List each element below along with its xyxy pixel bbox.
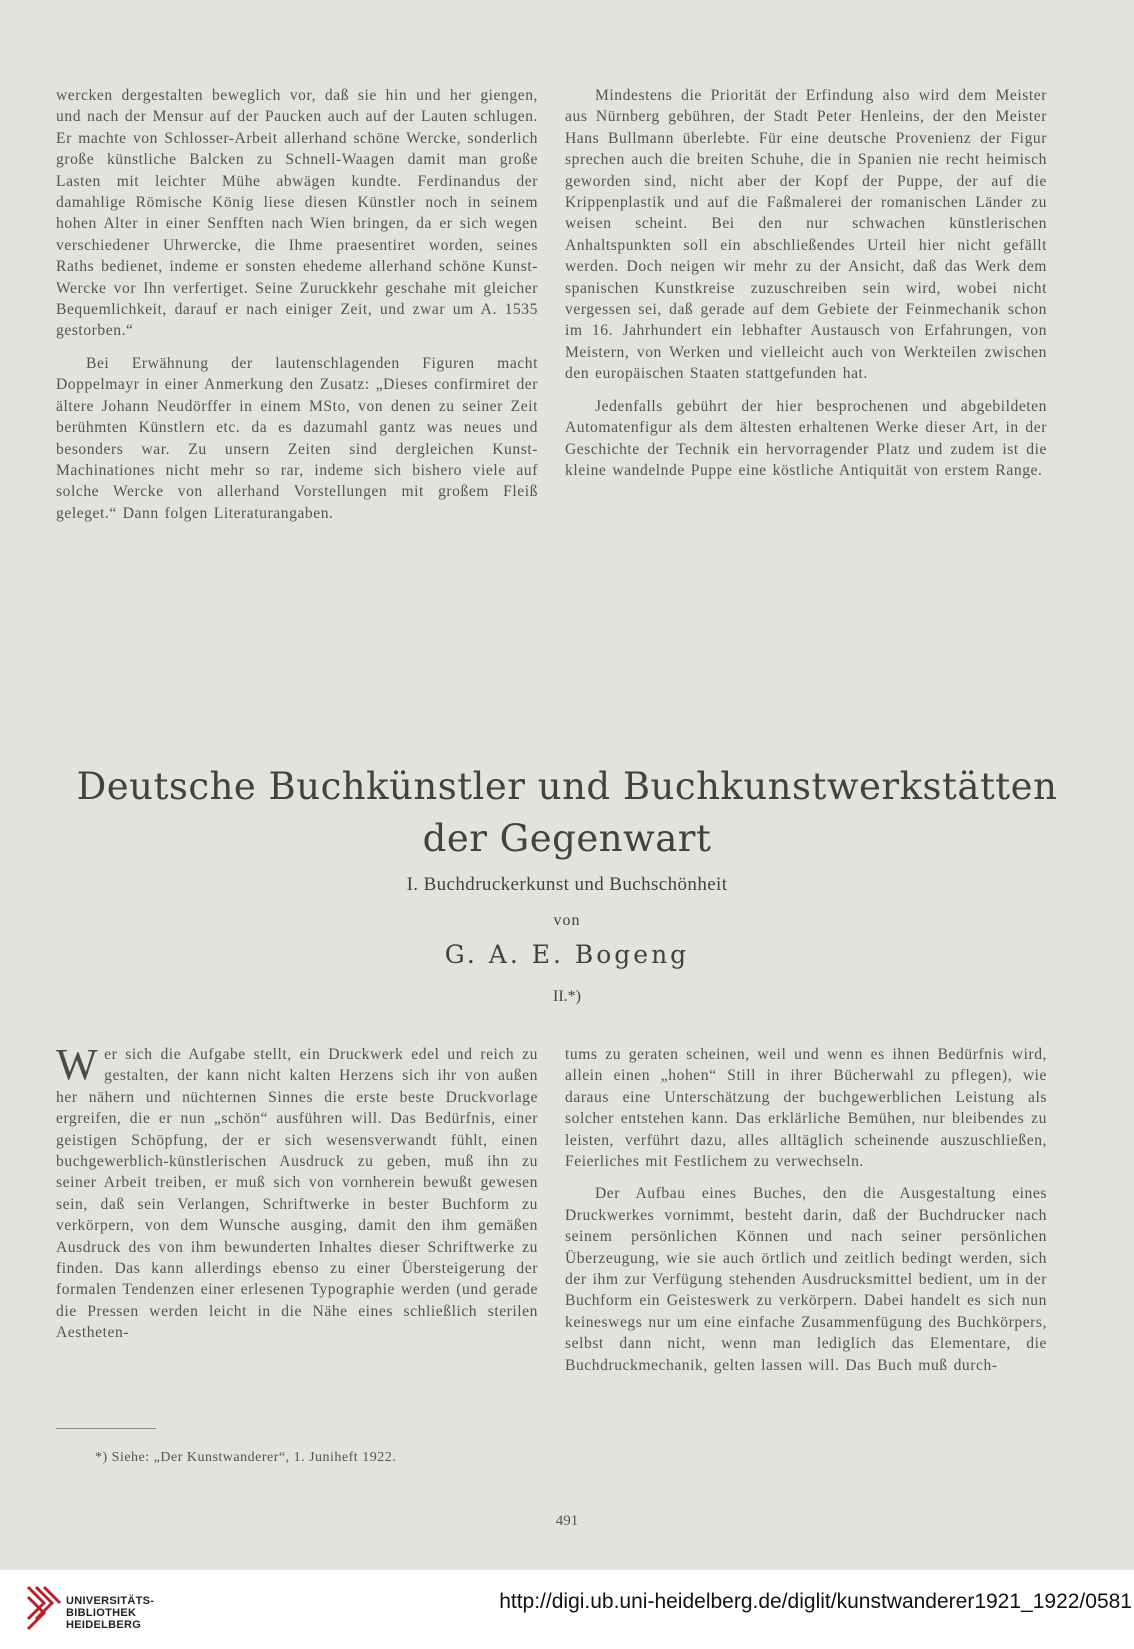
logo-line: HEIDELBERG: [66, 1619, 142, 1631]
paragraph-text: er sich die Aufgabe stellt, ein Druckwerk edel und reich zu gestalten, der kann nicht kalten Herzens sich ihr von außen her nähern und nüchternen Sinnes die erste beste Druckvorlage ergreifen, die er nun „schön“ ausführen will. Das Bedürfnis, einer geistigen Schöpfung, der er sich wesensverwandt fühlt, einen buchgewerblich-künstlerischen Ausdruck zu geben, muß ihn zu seiner Arbeit treiben, er muß sich von vornherein bewußt gewesen sein, daß sein Verlangen, Schriftwerke in bester Buchform zu verkörpern, von dem Wunsche ausging, damit den ihm gemäßen Ausdruck des von ihm bewunderten Inhaltes dieser Schriftwerke zu finden. Das kann allerdings ebenso zu einer Übersteigerung der formalen Tendenzen einer erlesenen Typographie werden (und gerade die Pressen werden leicht in die Nähe eines schließlich sterilen Aestheten-: [56, 1046, 538, 1342]
footnote-rule: [56, 1428, 156, 1429]
source-url-link[interactable]: http://digi.ub.uni-heidelberg.de/diglit/kunstwanderer1921_1922/0581: [499, 1590, 1132, 1613]
top-right-column: [565, 85, 1047, 481]
logo-line: BIBLIOTHEK: [66, 1607, 137, 1619]
top-left-column: [56, 85, 538, 524]
university-library-logo-icon[interactable]: [22, 1583, 68, 1633]
footnote: *) Siehe: „Der Kunstwanderer“, 1. Juniheft 1922.: [95, 1450, 397, 1465]
paragraph: Jedenfalls gebührt der hier besprochenen und abgebildeten Automatenfigur als dem ältesten erhaltenen Werke dieser Art, in der Geschichte der Technik ein hervorragender Platz und zudem ist die kleine wandelnde Puppe eine köstliche Antiquität von erstem Range.: [565, 397, 1047, 479]
drop-cap: W: [56, 1040, 99, 1089]
bottom-left-column: [56, 1040, 538, 1344]
part-number: II.*): [553, 988, 581, 1005]
article-title-line-1: Deutsche Buchkünstler und Buchkunstwerkstätten: [76, 765, 1058, 808]
paragraph: [56, 1040, 538, 1344]
article-title-line-2: der Gegenwart: [422, 817, 712, 860]
footer-bar: [0, 1570, 1134, 1649]
paragraph: tums zu geraten scheinen, weil und wenn es ihnen Bedürfnis wird, allein einen „hohen“ Still in ihrer Bücherwahl zu pflegen), wie daraus eine Unterschätzung der buchgewerblichen Leistung als solcher entstehen kann. Das erklärliche Bemühen, nur bleibendes zu leisten, verführt dazu, alles alltäglich scheinende auszuschließen, Feierliches mit Festlichem zu verwechseln.: [565, 1046, 1047, 1171]
paragraph: Mindestens die Priorität der Erfindung also wird dem Meister aus Nürnberg gebühren, der Stadt Peter Henleins, der den Meister Hans Bullmann überlebte. Für eine deutsche Provenienz der Figur sprechen auch die breiten Schuhe, die in Spanien nie recht heimisch geworden sind, nicht aber der Kopf der Puppe, der auf die Krippenplastik und auf die Faßmalerei der romanischen Länder zu weisen scheint. Bei den nur schwachen künstlerischen Anhaltspunkten soll ein abschließendes Urteil hier nicht gefällt werden. Doch neigen wir mehr zu der Ansicht, daß das Werk dem spanischen Kunstkreise zuzuschreiben sein wird, wobei nicht vergessen sei, daß gerade auf dem Gebiete der Feinmechanik schon im 16. Jahrhundert ein lebhafter Austausch von Erfahrungen, von Meistern, von Werken und vielleicht auch von Werkteilen zwischen den europäischen Staaten stattgefunden hat.: [565, 87, 1047, 383]
paragraph: Der Aufbau eines Buches, den die Ausgestaltung eines Druckwerkes vornimmt, besteht darin, daß der Buchdrucker nach seinem persönlichen Können und nach seiner persönlichen Überzeugung, wie sie auch örtlich und zeitlich bedingt werden, sich der ihm zur Verfügung stehenden Ausdrucksmittel bedient, um in der Buchform ein Geisteswerk zu verkörpern. Dabei handelt es sich nun keineswegs nur um eine einfache Zusammenfügung des Buchkörpers, selbst dann nicht, wenn man lediglich das Elementare, die Buchdruckmechanik, gelten lassen will. Das Buch muß durch-: [565, 1185, 1047, 1374]
logo-line: UNIVERSITÄTS-: [66, 1595, 155, 1607]
article-subtitle: I. Buchdruckerkunst und Buchschönheit: [406, 874, 728, 895]
bottom-right-column: [565, 1044, 1047, 1376]
author-name: G. A. E. Bogeng: [444, 940, 690, 969]
paragraph: Bei Erwähnung der lautenschlagenden Figuren macht Doppelmayr in einer Anmerkung den Zusatz: „Dieses confirmiret der ältere Johann Neudörffer in einem MSto, von denen zu seiner Zeit berühmten Künstlern etc. da es dazumahl gantz was neues und besonders war. Zu unsern Zeiten sind dergleichen Kunst-Machinationes nicht mehr so rar, indeme sich bishero viele auf solche Wercke von allerhand Vorstellungen mit großem Fleiß geleget.“ Dann folgen Literaturangaben.: [56, 354, 538, 522]
page-number: 491: [555, 1513, 579, 1529]
paragraph: wercken dergestalten beweglich vor, daß sie hin und her giengen, und nach der Mensur auf der Paucken auch auf der Lauten schlugen. Er machte von Schlosser-Arbeit allerhand schöne Wercke, sonderlich große künstliche Balcken zu Schnell-Waagen damit man große Lasten mit leichter Mühe abwägen kundte. Ferdinandus der damahlige Römische König liese diesen Künstler noch in seinem hohen Alter in einer Senfften nach Wien bringen, da er sich wegen verschiedener Uhrwercke, die Ihme praesentiret worden, seines Raths bedienet, indeme er sonsten ehedeme allerhand schöne Kunst-Wercke vor Ihn verfertiget. Seine Zuruckkehr geschahe mit gleicher Bequemlichkeit, darauf er nach einiger Zeit, und zwar um A. 1535 gestorben.“: [56, 87, 538, 340]
byline-von: von: [553, 912, 581, 929]
library-logo-text: [66, 1595, 154, 1631]
